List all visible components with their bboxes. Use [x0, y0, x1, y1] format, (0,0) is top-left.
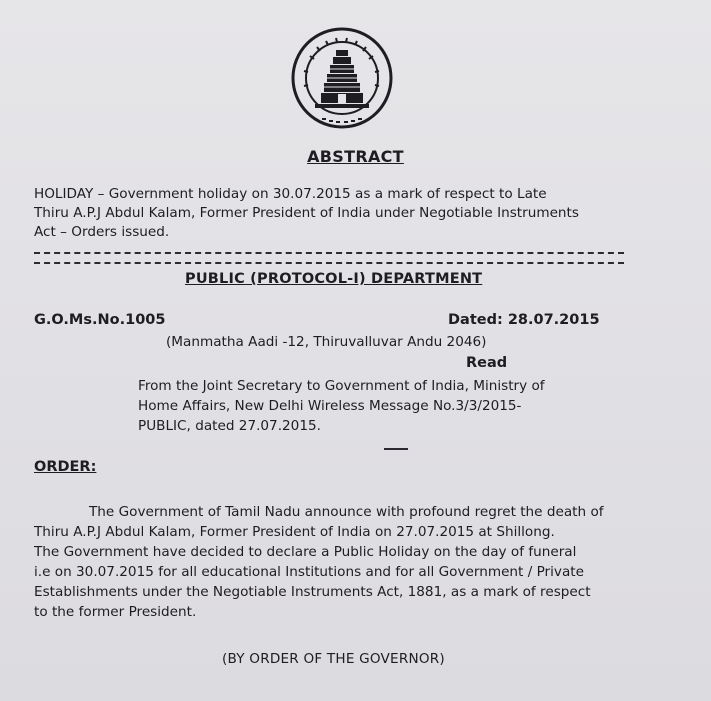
order-line: Establishments under the Negotiable Instruments Act, 1881, as a mark of respect: [34, 584, 591, 600]
order-line: i.e on 30.07.2015 for all educational Institutions and for all Government / Private: [34, 564, 584, 580]
go-number: G.O.Ms.No.1005: [34, 312, 166, 328]
section-separator: [384, 448, 408, 450]
subject-line: HOLIDAY – Government holiday on 30.07.2015 as a mark of respect to Late: [34, 186, 547, 202]
subject-line: Thiru A.P.J Abdul Kalam, Former President of India under Negotiable Instruments: [34, 205, 579, 221]
by-order-signoff: (BY ORDER OF THE GOVERNOR): [222, 651, 445, 667]
reference-line: From the Joint Secretary to Government of India, Ministry of: [138, 378, 545, 394]
abstract-title: ABSTRACT: [307, 147, 404, 166]
order-line: The Government have decided to declare a Public Holiday on the day of funeral: [34, 544, 577, 560]
read-heading: Read: [466, 355, 508, 371]
reference-line: PUBLIC, dated 27.07.2015.: [138, 418, 321, 434]
subject-paragraph: [34, 185, 666, 242]
reference-line: Home Affairs, New Delhi Wireless Message No.3/3/2015-: [138, 398, 522, 414]
order-date: Dated: 28.07.2015: [448, 312, 600, 328]
order-line: The Government of Tamil Nadu announce with profound regret the death of: [89, 504, 604, 520]
order-line: to the former President.: [34, 604, 197, 620]
order-paragraph: [34, 502, 674, 622]
department-heading: PUBLIC (PROTOCOL-I) DEPARTMENT: [185, 271, 483, 287]
subject-line: Act – Orders issued.: [34, 224, 170, 240]
tamil-nadu-government-emblem-icon: [290, 26, 394, 130]
order-line: Thiru A.P.J Abdul Kalam, Former President of India on 27.07.2015 at Shillong.: [34, 524, 555, 540]
order-heading: ORDER:: [34, 459, 97, 475]
double-dashed-divider: [34, 252, 624, 264]
reference-paragraph: [138, 376, 608, 436]
tamil-calendar-date: (Manmatha Aadi -12, Thiruvalluvar Andu 2046): [166, 334, 487, 350]
